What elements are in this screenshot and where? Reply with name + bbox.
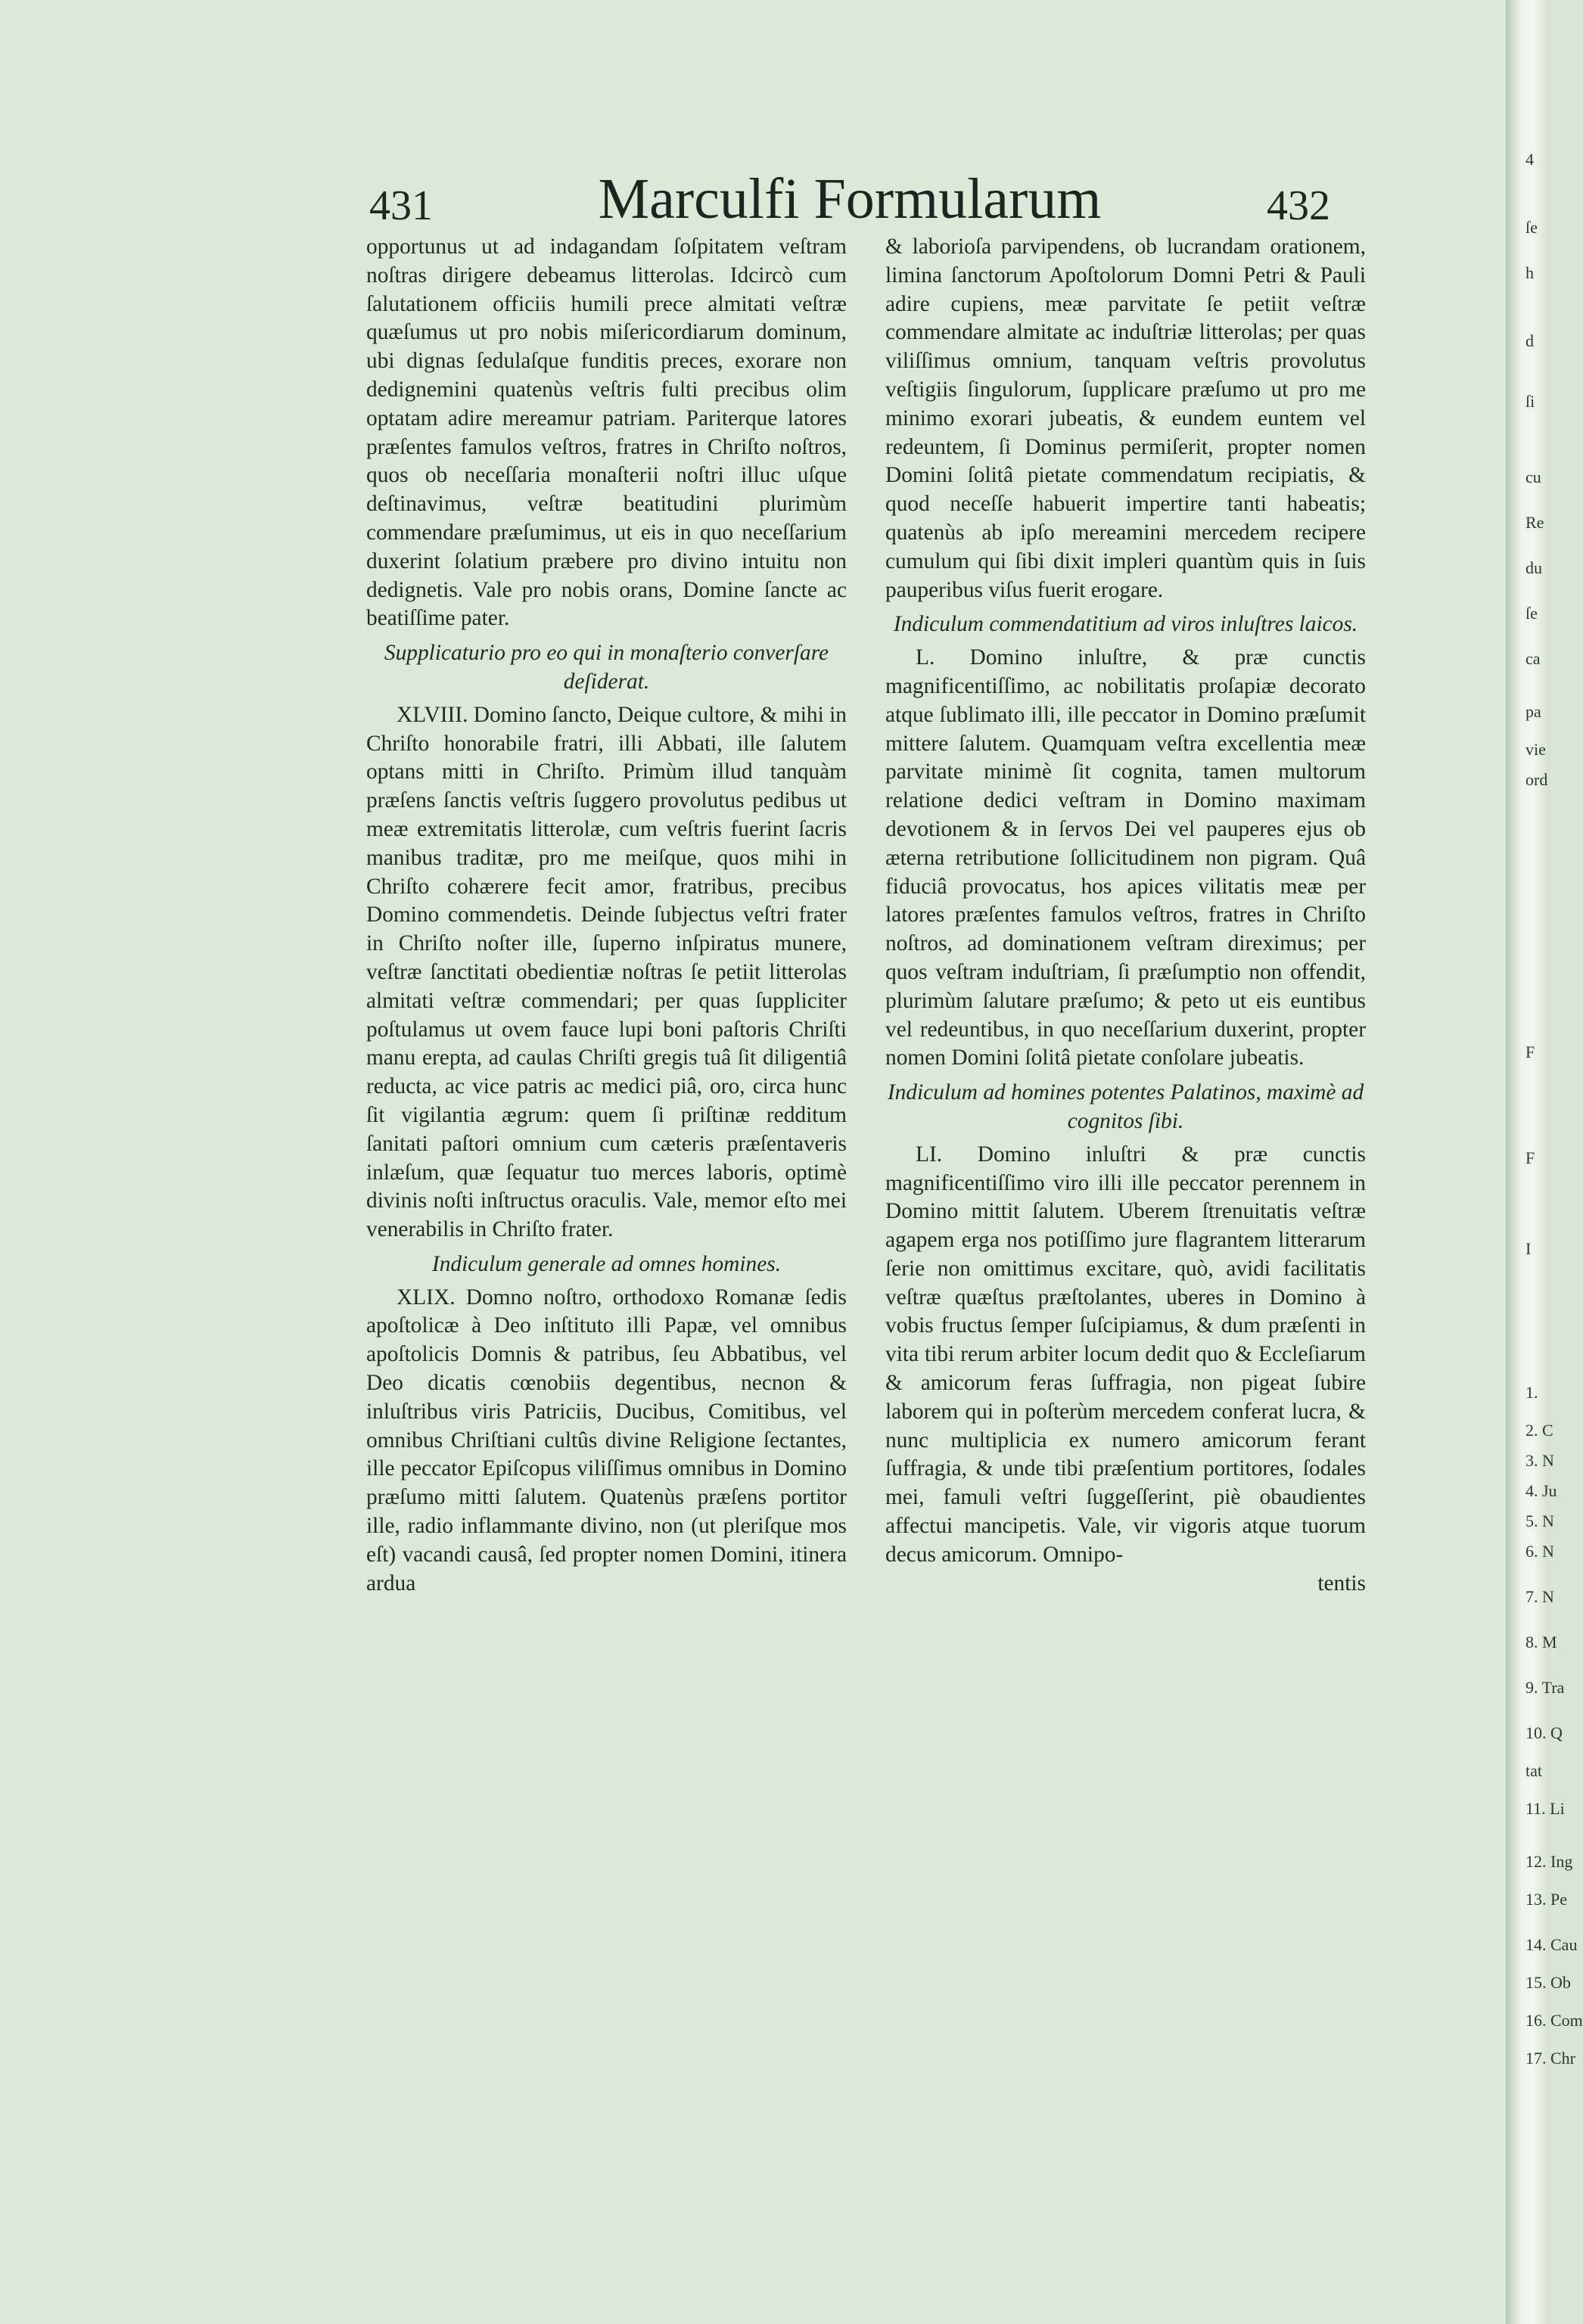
paragraph: XLIX. Domno noſtro, orthodoxo Romanæ ſedis apoſtolicæ à Deo inſtituto illi Papæ, vel omnibus apoſtolicis Domnis & patribus, ſeu Abbatibus, vel Deo dicatis cœnobiis degentibus, necnon & inluſtribus viris Patriciis, Ducibus, Comitibus, vel omnibus Chriſtiani cultûs divine Religione ſectantes, ille peccator Epiſcopus viliſſimus omnibus in Domino præſumo mitti ſalutem. Quatenùs præſens portitor ille, radio inflammante divino, non (ut pleriſque mos eſt) vacandi causâ, ſed propter nomen Domini, itinera ardua (366, 1285, 847, 1595)
gutter-fragment: I (1525, 1239, 1532, 1258)
paragraph: XLVIII. Domino ſancto, Deique cultore, & mihi in Chriſto honorabile fratri, illi Abbati, ille ſalutem optans mitti in Chriſto. Primùm illud tanquàm præſens ſanctis veſtris ſuggero provolutus pedibus ut meæ extremitatis litterolæ, cum veſtris fuerint ſacris manibus traditæ, pro me meiſque, quos mihi in Chriſto cohærere fecit amor, fratribus, precibus Domino commendetis. Deinde ſubjectus veſtri frater in Chriſto noſter ille, ſuperno inſpiratus munere, veſtræ ſanctitati obedientiæ noſtras ſe petiit litterolas almitati veſtræ commendari; per quas ſuppliciter poſtulamus ut ovem fauce lupi boni paſtoris Chriſti manu erepta, ad caulas Chriſti gregis tuâ ſit diligentiâ reducta, ac vice patris ac medici piâ, oro, circa hunc ſit vigilantia ægrum: quem ſi priſtinæ redditum ſanitati paſtori omnium cum cæteris præſentaveris inlæſum, quæ ſequatur tuo merces laboris, optimè divinis noſti inſtructus oraculis. Vale, memor eſto mei venerabilis in Chriſto frater. (366, 702, 847, 1242)
gutter-fragment: 6. N (1525, 1542, 1554, 1561)
paragraph: LI. Domino inluſtri & præ cunctis magnificentiſſimo viro illi ille peccator perennem in Domino mittit ſalutem. Uberem ſtrenuitatis veſtræ agapem erga nos potiſſimo jure flagrantem litterarum ſerie non omittimus excitare, quò, avidi facilitatis veſtræ quæſtus præſtolantes, uberes in Domino à vobis fructus ſemper ſuſcipiamus, & dum præſenti in vita tibi rerum arbiter locum dedit quo & Eccleſiarum & amicorum feras ſuffragia, non pigeat ſubire laborem qui in poſterùm mercedem conferat lucra, & nunc multiplicia ex numero amicorum ferant ſuffragia, & unde tibi præſentium portitores, ſodales mei, famuli veſtri ſuggeſſerint, piè obaudientes affectui mancipetis. Vale, vir vigoris atque tuorum decus amicorum. Omnipo- (885, 1142, 1366, 1567)
section-heading: Indiculum commendatitium ad viros inluſtres laicos. (893, 612, 1358, 637)
gutter-fragment: 10. Q (1525, 1723, 1563, 1742)
gutter-fragment: 5. N (1525, 1512, 1554, 1530)
section-heading: Supplicaturio pro eo qui in monaſterio converſare deſiderat. (384, 641, 829, 694)
gutter-fragment: 17. Chr (1525, 2049, 1575, 2068)
gutter-fragment: cu (1525, 468, 1541, 486)
gutter-fragment: 3. N (1525, 1451, 1554, 1470)
right-page-number: 432 (1267, 182, 1330, 229)
gutter-fragment: 7. N (1525, 1587, 1554, 1606)
gutter-fragment: tat (1525, 1761, 1542, 1780)
paragraph: opportunus ut ad indagandam ſoſpitatem veſtram noſtras dirigere debeamus litterolas. Idcircò cum ſalutationem officiis humili prece almitati veſtræ quæſumus ut pro nobis miſericordiarum dominum, ubi dignas ſedulaſque funditis preces, exorare non dedignemini quatenùs veſtris fulti precibus olim optatam adire mereamur patriam. Pariterque latores præſentes famulos veſtros, fratres in Chriſto noſtros, quos ob neceſſaria monaſterii noſtri illuc uſque deſtinavimus, veſtræ beatitudini plurimùm commendare præſumimus, ut eis in quo neceſſarium duxerint ſolatium præbere pro divino intuitu non dedignetis. Vale pro nobis orans, Domine ſancte ac beatiſſime pater. (366, 235, 847, 631)
gutter-fragment: 4. Ju (1525, 1481, 1557, 1500)
catchword: tentis (1317, 1571, 1366, 1595)
adjacent-page-edge (1506, 0, 1583, 2324)
gutter-fragment: 14. Cau (1525, 1935, 1578, 1954)
left-page-number: 431 (369, 182, 433, 229)
left-column (366, 233, 847, 1598)
gutter-fragment: 11. Li (1525, 1799, 1565, 1818)
gutter-fragment: 1. (1525, 1383, 1538, 1402)
paragraph: & laborioſa parvipendens, ob lucrandam orationem, limina ſanctorum Apoſtolorum Domni Petri & Pauli adire cupiens, meæ parvitate ſe petiit veſtræ commendare almitate ac induſtriæ litterolas; per quas viliſſimus omnium, tanquam veſtris provolutus veſtigiis ſingulorum, ſupplicare præſumo ut pro me minimo exorari jubeatis, & eundem euntem vel redeuntem, ſi Dominus permiſerit, propter nomen Domini ſolitâ pietate commendatum recipiatis, & quod neceſſe habuerit impertire tanti habeatis; quatenùs ab ipſo mereamini mercedem recipere cumulum qui ſibi dixit impleri quantùm quis in ſuis pauperibus viſus fuerit erogare. (885, 235, 1366, 602)
gutter-fragment: F (1525, 1148, 1535, 1167)
gutter-text-fragments (1525, 0, 1583, 2324)
gutter-fragment: 9. Tra (1525, 1678, 1565, 1697)
right-column (885, 233, 1366, 1598)
gutter-fragment: vie (1525, 740, 1546, 759)
gutter-fragment: ſe (1525, 218, 1538, 237)
paragraph: L. Domino inluſtre, & præ cunctis magnificentiſſimo, ac nobilitatis proſapiæ decorato atque ſublimato illi, ille peccator in Domino præſumit mittere ſalutem. Quamquam veſtra excellentia meæ parvitate minimè ſit cognita, tamen multorum relatione dedici veſtram in Domino maximam devotionem & in ſervos Dei vel pauperes ejus ob æterna retributione ſollicitudinem non pigram. Quâ fiduciâ provocatus, hos apices vilitatis meæ per latores præſentes famulos veſtros, fratres in Chriſto noſtros, ad dominationem veſtram direximus; per quos veſtram induſtriam, ſi præſumptio non offendit, plurimùm ſalutare præſumo; & peto ut eis euntibus vel redeuntibus, in quo neceſſarium duxerint, propter nomen Domini ſolitâ pietate conſolare jubeatis. (885, 645, 1366, 1070)
gutter-fragment: 16. Com (1525, 2011, 1583, 2030)
running-title: Marculfi Formularum (598, 167, 1102, 231)
page-header (369, 166, 1330, 242)
section-heading: Indiculum ad homines potentes Palatinos, maximè ad cognitos ſibi. (887, 1080, 1364, 1133)
gutter-fragment: 12. Ing (1525, 1852, 1573, 1871)
gutter-fragment: ord (1525, 770, 1548, 789)
gutter-fragment: du (1525, 558, 1542, 577)
gutter-fragment: 8. M (1525, 1633, 1557, 1651)
gutter-fragment: F (1525, 1042, 1535, 1061)
gutter-fragment: pa (1525, 702, 1541, 721)
gutter-fragment: ſe (1525, 604, 1538, 623)
gutter-fragment: ca (1525, 649, 1541, 668)
gutter-fragment: 2. C (1525, 1421, 1553, 1440)
gutter-fragment: 4 (1525, 150, 1534, 169)
gutter-fragment: 13. Pe (1525, 1890, 1567, 1909)
gutter-fragment: 15. Ob (1525, 1973, 1571, 1992)
section-heading: Indiculum generale ad omnes homines. (431, 1251, 782, 1276)
gutter-fragment: ſi (1525, 392, 1535, 411)
gutter-fragment: h (1525, 263, 1534, 282)
gutter-fragment: Re (1525, 513, 1544, 532)
gutter-fragment: d (1525, 331, 1534, 350)
